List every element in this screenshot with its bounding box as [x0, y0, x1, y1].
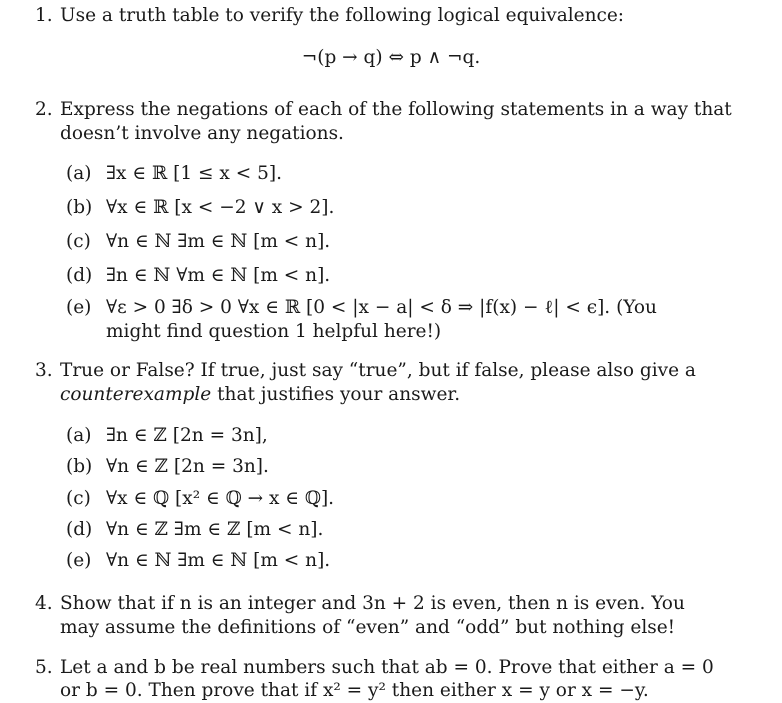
question-3-text-line-2-rest: that justifies your answer. [211, 384, 461, 405]
question-2-item-a [66, 162, 282, 186]
question-3-item-d [66, 518, 323, 542]
question-2-number: 2. [35, 99, 53, 120]
question-2-text-line-1: Express the negations of each of the following statements in a way that [60, 99, 732, 120]
item-statement: ∀n ∈ ℤ ∃m ∈ ℤ [m < n]. [106, 519, 324, 540]
item-label: (c) [66, 231, 91, 252]
item-label: (c) [66, 488, 91, 509]
question-5-text-line-2: or b = 0. Then prove that if x² = y² then either x = y or x = −y. [60, 680, 649, 701]
item-statement: ∀n ∈ ℕ ∃m ∈ ℕ [m < n]. [106, 550, 331, 571]
item-statement: ∀x ∈ ℚ [x² ∈ ℚ → x ∈ ℚ]. [106, 488, 335, 509]
question-4-text-line-1: Show that if n is an integer and 3n + 2 is even, then n is even. You [60, 593, 685, 614]
question-3-item-c [66, 487, 334, 511]
question-1-text: Use a truth table to verify the following logical equivalence: [60, 5, 625, 26]
item-statement: ∀x ∈ ℝ [x < −2 ∨ x > 2]. [106, 197, 335, 218]
item-statement: ∀n ∈ ℤ [2n = 3n]. [106, 456, 269, 477]
item-statement: ∃n ∈ ℕ ∀m ∈ ℕ [m < n]. [106, 265, 331, 286]
item-label: (e) [66, 550, 92, 571]
item-label: (e) [66, 297, 92, 318]
item-label: (d) [66, 519, 93, 540]
question-3-text-line-2 [60, 383, 460, 407]
item-statement: ∀ε > 0 ∃δ > 0 ∀x ∈ ℝ [0 < |x − a| < δ ⇒ |f(x) − ℓ| < ϵ]. (You [106, 297, 657, 318]
question-2-item-e [66, 296, 657, 320]
question-2-text-line-2: doesn’t involve any negations. [60, 123, 344, 144]
question-5-number: 5. [35, 657, 53, 678]
question-2-item-d [66, 264, 330, 288]
item-label: (a) [66, 425, 92, 446]
item-label: (b) [66, 456, 93, 477]
item-label: (d) [66, 265, 93, 286]
item-label: (b) [66, 197, 93, 218]
question-5-text-line-1: Let a and b be real numbers such that ab = 0. Prove that either a = 0 [60, 657, 714, 678]
item-statement: ∀n ∈ ℕ ∃m ∈ ℕ [m < n]. [106, 231, 331, 252]
question-2-item-c [66, 230, 330, 254]
item-label: (a) [66, 163, 92, 184]
question-4-number: 4. [35, 593, 53, 614]
item-statement: ∃n ∈ ℤ [2n = 3n], [106, 425, 268, 446]
question-3-text-line-1: True or False? If true, just say “true”, but if false, please also give a [60, 360, 696, 381]
question-1-number: 1. [35, 5, 53, 26]
question-3-item-b [66, 455, 269, 479]
question-3-item-a [66, 424, 268, 448]
question-3-number: 3. [35, 360, 53, 381]
question-2-item-e-continuation: might find question 1 helpful here!) [106, 321, 442, 342]
counterexample-emphasis: counterexample [60, 384, 212, 405]
item-statement: ∃x ∈ ℝ [1 ≤ x < 5]. [106, 163, 282, 184]
question-4-text-line-2: may assume the definitions of “even” and “odd” but nothing else! [60, 617, 676, 638]
question-3-item-e [66, 549, 330, 573]
question-2-item-b [66, 196, 334, 220]
question-1-equivalence: ¬(p → q) ⇔ p ∧ ¬q. [301, 47, 481, 68]
